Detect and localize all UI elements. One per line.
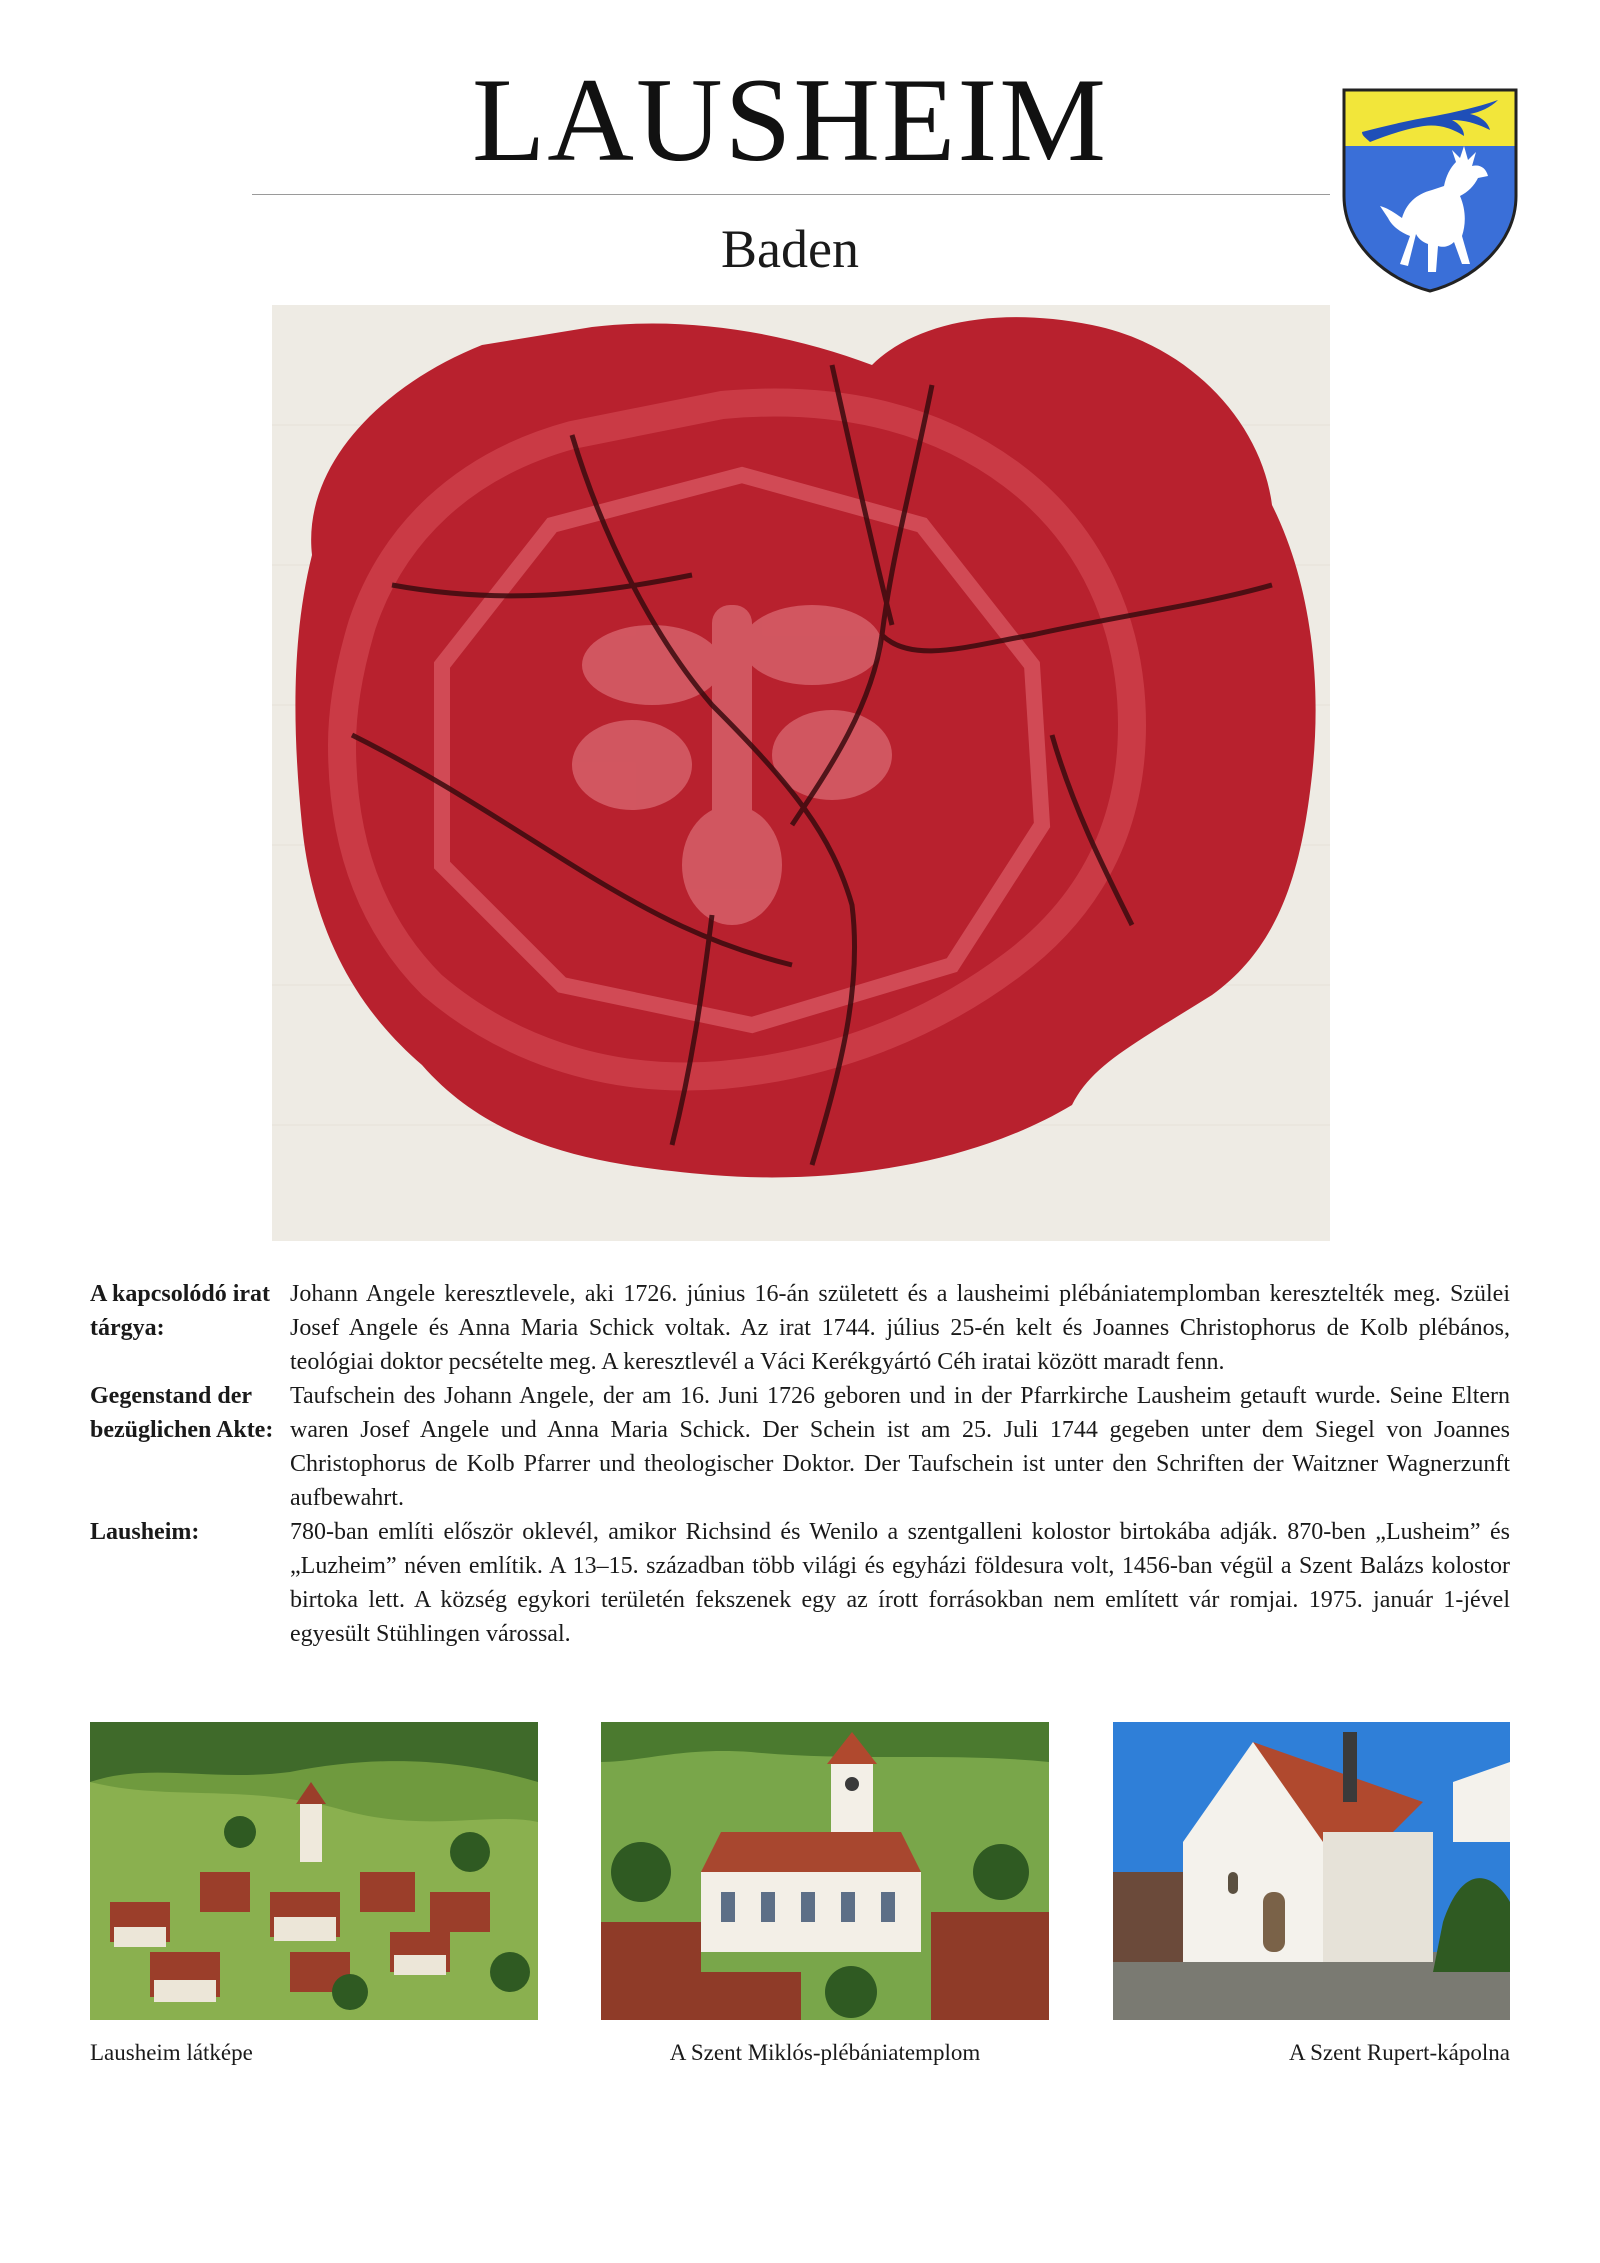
info-row-german (90, 1379, 1510, 1515)
parish-church-photo (601, 1722, 1049, 2020)
info-row-hungarian (90, 1277, 1510, 1379)
wax-seal-image (272, 305, 1330, 1241)
photo-caption: Lausheim látképe (90, 2040, 253, 2065)
title-divider (252, 194, 1330, 195)
coat-of-arms-icon (1340, 86, 1520, 294)
info-text: Taufschein des Johann Angele, der am 16. Juni 1726 geboren und in der Pfarrkirche Lausheim getauft wurde. Seine Eltern waren Josef Angele und Anna Maria Schick. Der Schein ist am 25. Juli 1744 gegeben unter dem Siegel von Joannes Christophorus de Kolb Pfarrer und theologischer Doktor. Der Taufschein ist unter den Schriften der Waitzner Wagnerzunft aufbewahrt. (290, 1383, 1510, 1511)
photo-caption: A Szent Miklós-plébániatemplom (669, 2040, 981, 2065)
info-text: 780-ban említi először oklevél, amikor Richsind és Wenilo a szentgalleni kolostor birtokába adják. 870-ben „Lusheim” és „Luzheim” néven említik. A 13–15. században több világi és egyházi földesura volt, 1456-ban végül a Szent Balázs kolostor birtoka lett. A község egykori területén fekszenek egy az írott forrásokban nem említett vár romjai. 1975. január 1-jével egyesült Stühlingen várossal. (290, 1519, 1510, 1647)
photo-caption: A Szent Rupert-kápolna (1288, 2040, 1510, 2065)
chapel-photo (1113, 1722, 1510, 2020)
page-title: LAUSHEIM (472, 53, 1108, 186)
info-label: Gegenstand der bezüglichen Akte: (90, 1383, 274, 1443)
info-label: Lausheim: (90, 1519, 200, 1545)
document-info (90, 1277, 1510, 1651)
village-view-photo (90, 1722, 538, 2020)
info-label: A kapcsolódó irat tárgya: (90, 1281, 271, 1341)
info-row-history (90, 1515, 1510, 1651)
info-text: Johann Angele keresztlevele, aki 1726. június 16-án született és a lausheimi plébániatemplomban keresztelték meg. Szülei Josef Angele és Anna Maria Schick voltak. Az irat 1744. július 25-én kelt és Joannes Christophorus de Kolb plébános, teológiai doktor pecsételte meg. A keresztlevél a Váci Kerékgyártó Céh iratai között maradt fenn. (290, 1281, 1510, 1375)
page-subtitle: Baden (721, 219, 859, 279)
